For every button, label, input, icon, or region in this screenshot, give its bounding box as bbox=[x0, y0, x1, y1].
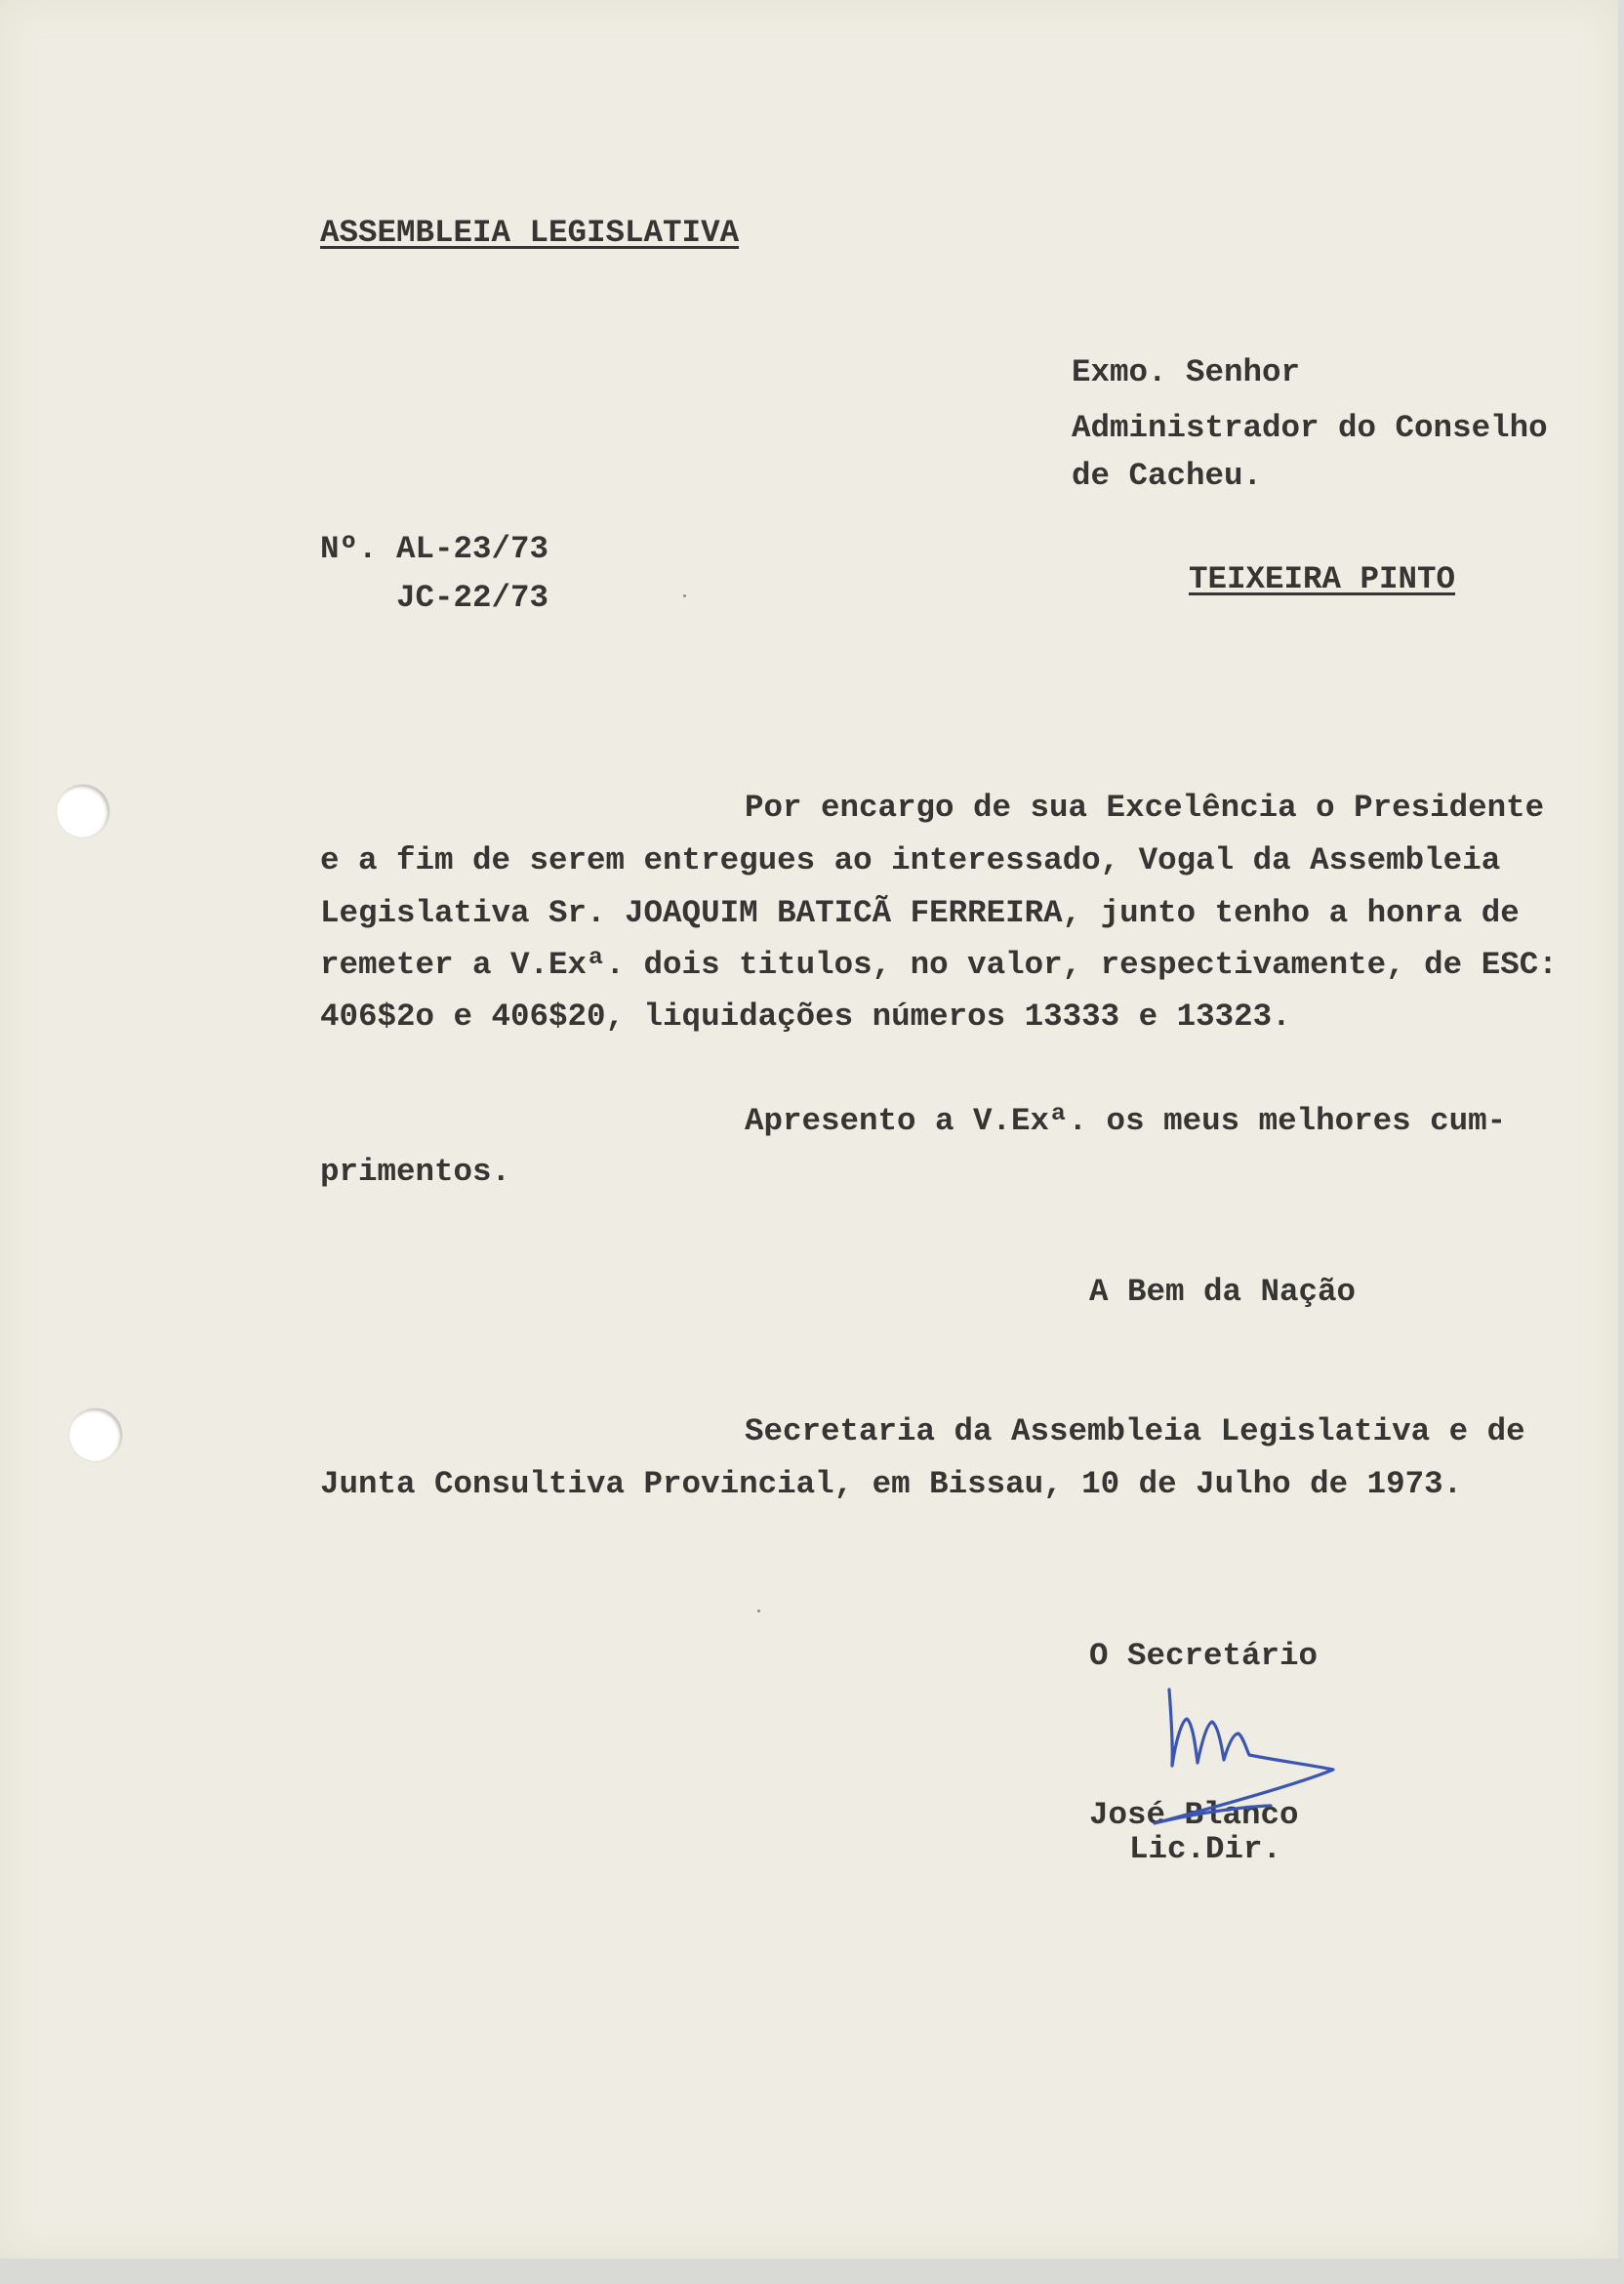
recipient-location: TEIXEIRA PINTO bbox=[1189, 561, 1456, 597]
paper-speck bbox=[683, 594, 686, 597]
body-paragraph-2-line: primentos. bbox=[320, 1154, 511, 1190]
recipient-title-line-1: Administrador do Conselho bbox=[1072, 410, 1548, 446]
punch-hole-lower bbox=[69, 1408, 122, 1461]
recipient-title-line-2: de Cacheu. bbox=[1072, 458, 1263, 494]
body-paragraph-1-line: 406$2o e 406$20, liquidações números 13333 e 13323. bbox=[320, 999, 1291, 1035]
reference-secondary: JC-22/73 bbox=[396, 580, 549, 616]
closing-motto: A Bem da Nação bbox=[1089, 1274, 1357, 1310]
closing-place-date-line: Secretaria da Assembleia Legislativa e de bbox=[745, 1413, 1525, 1449]
paper-speck bbox=[757, 1610, 760, 1612]
scan-edge-bottom bbox=[0, 2259, 1624, 2284]
scan-edge-right bbox=[1618, 0, 1624, 2284]
body-paragraph-1-line: Legislativa Sr. JOAQUIM BATICÃ FERREIRA, junto tenho a honra de bbox=[320, 895, 1520, 931]
institution-heading: ASSEMBLEIA LEGISLATIVA bbox=[320, 215, 740, 251]
body-paragraph-2-line: Apresento a V.Exª. os meus melhores cum- bbox=[745, 1103, 1507, 1139]
body-paragraph-1-line: remeter a V.Exª. dois titulos, no valor, respectivamente, de ESC: bbox=[320, 947, 1558, 983]
handwritten-signature bbox=[1122, 1669, 1366, 1845]
recipient-salutation: Exmo. Senhor bbox=[1072, 354, 1301, 390]
closing-place-date-line: Junta Consultiva Provincial, em Bissau, 10 de Julho de 1973. bbox=[320, 1466, 1463, 1502]
reference-number: Nº. AL-23/73 bbox=[320, 531, 549, 567]
signatory-credentials: Lic.Dir. bbox=[1129, 1831, 1282, 1867]
signatory-name: José Blanco bbox=[1089, 1797, 1299, 1833]
punch-hole-upper bbox=[57, 785, 109, 837]
signature-stroke bbox=[1155, 1690, 1333, 1823]
signatory-role: O Secretário bbox=[1089, 1638, 1319, 1674]
body-paragraph-1-line: e a fim de serem entregues ao interessado, Vogal da Assembleia bbox=[320, 842, 1501, 878]
body-paragraph-1-line: Por encargo de sua Excelência o Presidente bbox=[745, 790, 1545, 826]
